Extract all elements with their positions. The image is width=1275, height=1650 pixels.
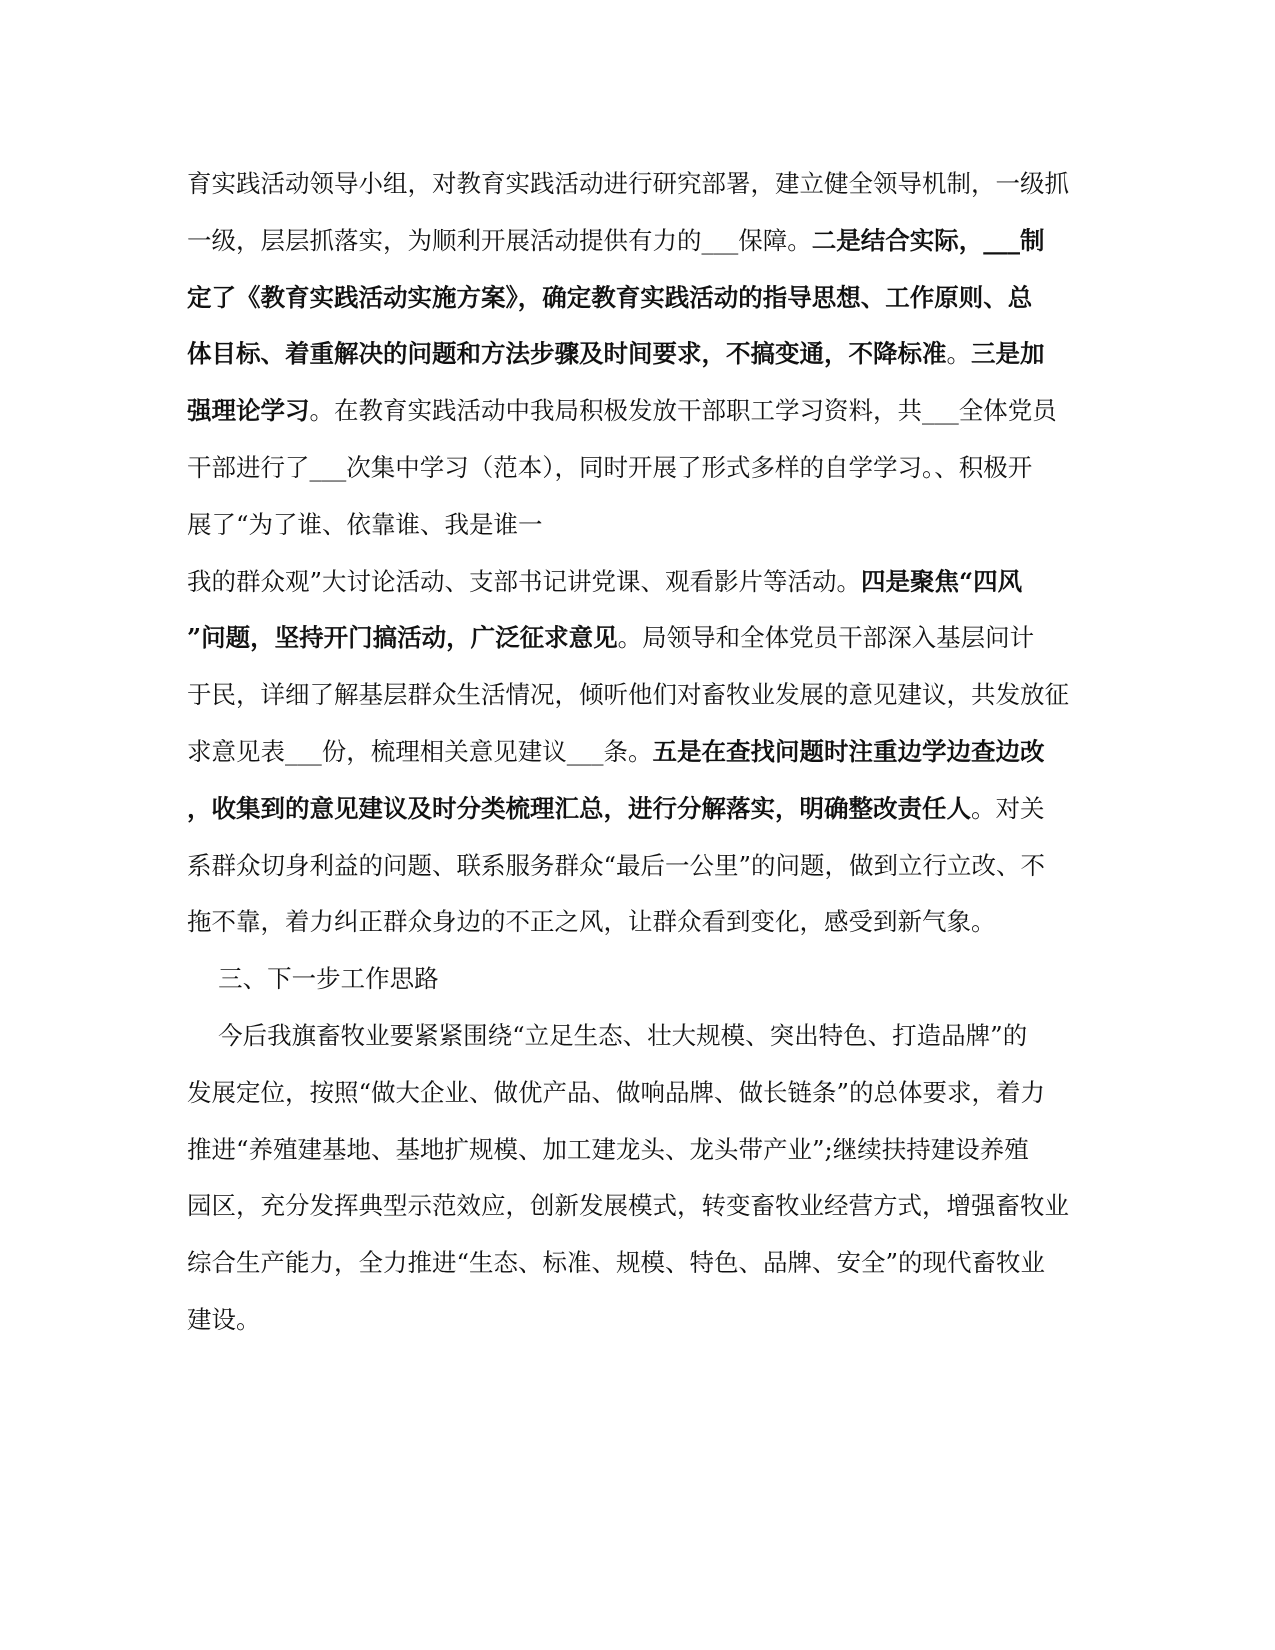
bold-text-segment: 二是结合实际，___制 bbox=[811, 225, 1045, 255]
text-line bbox=[187, 735, 1087, 769]
text-line bbox=[187, 167, 1087, 201]
text-line bbox=[187, 849, 1087, 883]
text-segment: 推进“养殖建基地、基地扩规模、加工建龙头、龙头带产业”;继续扶持建设养殖 bbox=[187, 1134, 1029, 1164]
text-segment: 我的群众观”大讨论活动、支部书记讲党课、观看影片等活动。 bbox=[187, 566, 862, 596]
bold-text-segment: 强理论学习 bbox=[187, 396, 310, 426]
text-line bbox=[187, 1303, 1087, 1337]
text-line bbox=[187, 962, 1087, 996]
bold-text-segment: 三是加 bbox=[971, 339, 1045, 369]
text-line bbox=[187, 1133, 1087, 1167]
text-segment: 求意见表___份，梳理相关意见建议___条。 bbox=[187, 737, 653, 766]
bold-text-segment: 定了《教育实践活动实施方案》，确定教育实践活动的指导思想、工作原则、总 bbox=[187, 282, 1033, 312]
text-line bbox=[187, 451, 1087, 485]
text-line bbox=[187, 508, 1087, 542]
text-line bbox=[187, 565, 1087, 599]
text-segment: 。对关 bbox=[971, 793, 1045, 823]
text-line bbox=[187, 281, 1087, 315]
text-segment: 系群众切身利益的问题、联系服务群众“最后一公里”的问题，做到立行立改、不 bbox=[187, 850, 1046, 880]
text-line bbox=[187, 337, 1087, 371]
text-line bbox=[187, 905, 1087, 939]
bold-text-segment: 四是聚焦“四风 bbox=[861, 566, 1023, 596]
text-line bbox=[187, 1189, 1087, 1223]
text-segment: 发展定位，按照“做大企业、做优产品、做响品牌、做长链条”的总体要求，着力 bbox=[187, 1077, 1046, 1107]
bold-text-segment: 体目标、着重解决的问题和方法步骤及时间要求，不搞变通，不降标准 bbox=[187, 339, 947, 369]
text-line bbox=[187, 792, 1087, 826]
text-segment: 建设。 bbox=[187, 1305, 261, 1334]
bold-text-segment: ”问题，坚持开门搞活动，广泛征求意见 bbox=[187, 623, 618, 653]
text-segment: 拖不靠，着力纠正群众身边的不正之风，让群众看到变化，感受到新气象。 bbox=[187, 907, 996, 937]
text-line bbox=[187, 1019, 1087, 1053]
text-segment: 。局领导和全体党员干部深入基层问计 bbox=[617, 623, 1035, 653]
text-line bbox=[187, 224, 1087, 258]
text-segment: 综合生产能力，全力推进“生态、标准、规模、特色、品牌、安全”的现代畜牧业 bbox=[187, 1248, 1046, 1278]
text-segment: 今后我旗畜牧业要紧紧围绕“立足生态、壮大规模、突出特色、打造品牌”的 bbox=[187, 1021, 1028, 1050]
text-line bbox=[187, 1076, 1087, 1110]
text-line bbox=[187, 1246, 1087, 1280]
text-segment: 于民，详细了解基层群众生活情况，倾听他们对畜牧业发展的意见建议，共发放征 bbox=[187, 680, 1069, 710]
text-line bbox=[187, 621, 1087, 655]
bold-text-segment: 五是在查找问题时注重边学边查边改 bbox=[652, 737, 1045, 766]
text-segment: 一级，层层抓落实，为顺利开展活动提供有力的___保障。 bbox=[187, 225, 812, 255]
text-segment: 。 bbox=[946, 339, 971, 369]
text-segment: 育实践活动领导小组，对教育实践活动进行研究部署，建立健全领导机制，一级抓 bbox=[187, 169, 1069, 198]
text-segment: 。在教育实践活动中我局积极发放干部职工学习资料，共___全体党员 bbox=[309, 396, 1057, 426]
bold-text-segment: ，收集到的意见建议及时分类梳理汇总，进行分解落实，明确整改责任人 bbox=[187, 793, 971, 823]
text-line bbox=[187, 394, 1087, 428]
text-line bbox=[187, 678, 1087, 712]
text-segment: 三、下一步工作思路 bbox=[187, 964, 439, 994]
text-segment: 干部进行了___次集中学习（范本），同时开展了形式多样的自学学习。、积极开 bbox=[187, 453, 1033, 482]
text-segment: 园区，充分发挥典型示范效应，创新发展模式，转变畜牧业经营方式，增强畜牧业 bbox=[187, 1191, 1069, 1221]
text-segment: 展了“为了谁、依靠谁、我是谁一 bbox=[187, 509, 543, 539]
